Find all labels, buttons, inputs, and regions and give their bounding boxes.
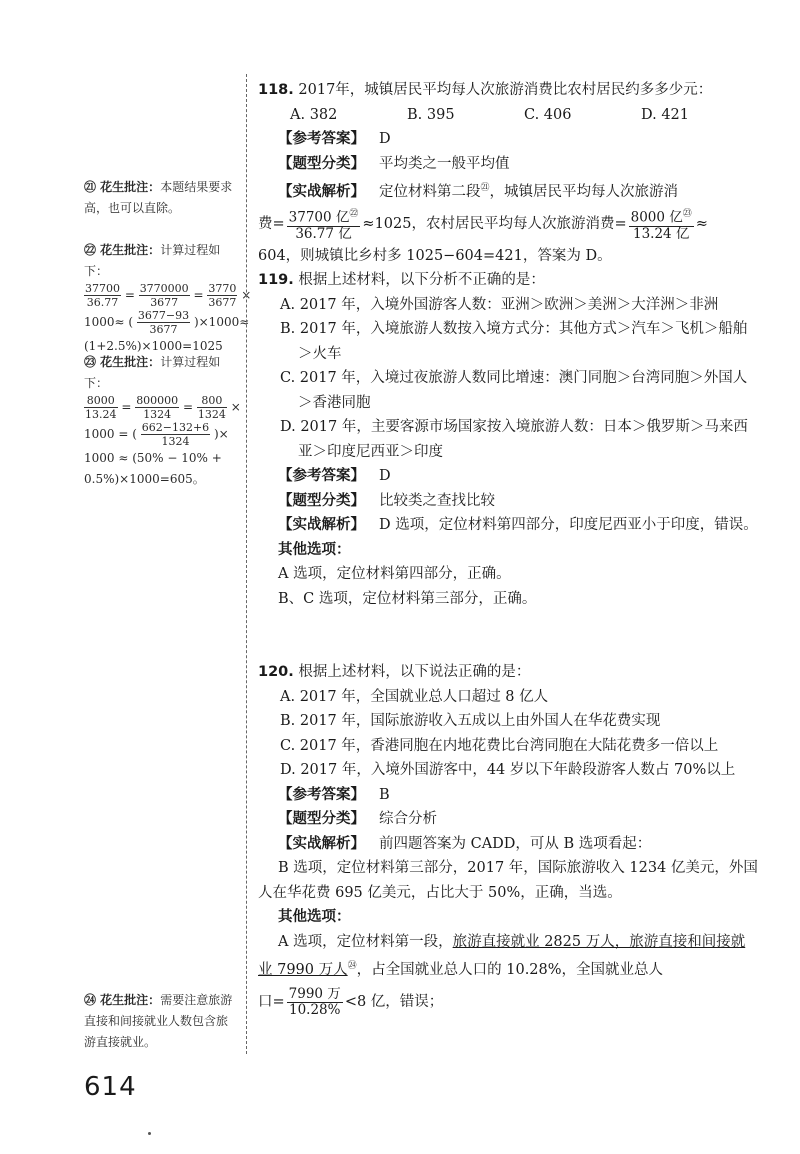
analysis-formula-line: 费= $\frac{37700 亿^㉒}{\text{36.77 亿}}$ ≈1025，农村居民平均每人次旅游消费= $\frac{8000 亿^㉓}{\text{13.24 亿}}$ ≈ [258,209,708,242]
side-note-text: 计算过程如下： [84,355,221,390]
fraction: $\frac{8000}{13.24}$ [85,394,117,421]
fraction: $\frac{37700}{36.77}$ [85,282,120,309]
fraction: $\frac{800}{1324}$ [197,394,226,421]
analysis-row: 【实战解析】 D 选项，定位材料第四部分，印度尼西亚小于印度，错误。 [278,517,758,533]
type-value: 综合分析 [379,811,437,827]
options-row [258,103,758,128]
option-c: C. 2017 年，入境过夜旅游人数同比增速：澳门同胞＞台湾同胞＞外国人＞香港同胞 [280,370,748,411]
question-number: 120. [258,664,294,680]
calc-line-3: (1+2.5%)×1000=1025 [84,339,223,353]
calc-line-3: 1000 ≈ (50% − 10% + [84,451,222,465]
calc-line-1: $\frac{37700}{36.77}$ = $\frac{3770000}{3677}$ = $\frac{3770}{3677}$ × [85,282,252,309]
side-note-22 [84,240,252,357]
type-value: 平均类之一般平均值 [379,155,510,172]
note-ref: ㉑ [480,183,490,193]
question-stem: 119. 根据上述材料，以下分析不正确的是： [258,272,545,288]
fraction: $\frac{3677-93}{3677}$ [137,309,190,336]
side-note-text: 本题结果要求高，也可以直除。 [84,180,233,215]
side-note-23 [84,352,241,490]
note-ref: ㉔ [347,961,357,971]
fraction: $\frac{8000 亿^㉓}{\text{13.24 亿}}$ [630,209,692,242]
option-a: A. 2017 年，全国就业总人口超过 8 亿人 [280,688,549,705]
calc-line-4: 0.5%)×1000=605。 [84,472,205,486]
question-stem: 118. 2017年，城镇居民平均每人次旅游消费比农村居民约多多少元： [258,82,713,98]
analysis-row: 【实战解析】 前四题答案为 CADD，可从 B 选项看起： [278,835,652,852]
answer-row: 【参考答案】 D [278,131,391,147]
side-note-21 [84,177,234,219]
fraction: $\frac{3770000}{3677}$ [139,282,189,309]
option-a: A. 382 [290,106,338,123]
calc-line-2: 1000 = ( $\frac{662-132+6}{1324}$ )× [84,421,229,448]
option-b: B. 2017 年，入境旅游人数按入境方式分：其他方式＞汽车＞飞机＞船舶＞火车 [280,321,748,362]
other-options-heading: 其他选项： [278,909,351,925]
question-120 [258,660,758,1022]
answer-value: D [379,131,391,147]
question-number: 118. [258,82,294,98]
option-c: C. 2017 年，香港同胞在内地花费比台湾同胞在大陆花费多一倍以上 [280,737,719,754]
answer-value: B [379,786,390,803]
option-a-formula: 口= $\frac{\text{7990 万}}{10.28\%}$ <8 亿，错误； [258,985,444,1018]
calc-line-1: $\frac{8000}{13.24}$ = $\frac{800000}{1324}$ = $\frac{800}{1324}$ × [85,394,241,421]
side-note-text: 计算过程如下： [84,243,221,278]
other-options-heading: 其他选项： [278,541,351,558]
option-b-analysis: B 选项，定位材料第三部分，2017 年，国际旅游收入 1234 亿美元，外国人在华花费 695 亿美元，占比大于 50%，正确，当选。 [258,860,758,901]
option-c: C. 406 [524,106,572,123]
fraction: $\frac{3770}{3677}$ [208,282,237,309]
side-note-24 [84,990,234,1053]
option-d: D. 2017 年，入境外国游客中，44 岁以下年龄段游客人数占 70%以上 [280,762,736,778]
scan-speck [148,1132,151,1135]
option-a-analysis: A 选项，定位材料第一段，旅游直接就业 2825 万人，旅游直接和间接就业 7990 万人$^㉔$，占全国就业总人口的 10.28%，全国就业总人 [258,933,746,978]
type-row: 【题型分类】 比较类之查找比较 [278,492,495,509]
option-d: D. 2017 年，主要客源市场国家按入境旅游人数：日本＞俄罗斯＞马来西亚＞印度尼西亚＞印度 [280,419,748,460]
answer-row: 【参考答案】 D [278,468,391,484]
fraction: $\frac{800000}{1324}$ [136,394,179,421]
type-value: 比较类之查找比较 [379,492,495,509]
analysis-row: 【实战解析】 定位材料第二段$^㉑$，城镇居民平均每人次旅游消 [278,183,679,200]
other-option-line: A 选项，定位材料第四部分，正确。 [278,566,511,582]
margin-divider [246,74,247,1054]
fraction: $\frac{\text{7990 万}}{10.28\%}$ [288,985,341,1018]
page-number: 614 [84,1072,137,1102]
question-119 [258,268,758,611]
side-note-text: 需要注意旅游直接和间接就业人数包含旅游直接就业。 [84,993,233,1049]
side-note-tag: ㉔ 花生批注： [84,993,161,1007]
analysis-conclusion: 604，则城镇比乡村多 1025−604=421，答案为 D。 [258,248,612,265]
option-a: A. 2017 年，入境外国游客人数：亚洲＞欧洲＞美洲＞大洋洲＞非洲 [280,296,719,313]
side-note-tag: ㉑ 花生批注： [84,180,161,194]
side-note-tag: ㉓ 花生批注： [84,355,161,369]
fraction: $\frac{662-132+6}{1324}$ [141,421,210,448]
answer-value: D [379,468,391,484]
fraction: $\frac{37700 亿^㉒}{\text{36.77 亿}}$ [288,209,359,242]
option-b: B. 395 [407,106,455,123]
calc-line-2: 1000≈ ( $\frac{3677-93}{3677}$ )×1000≈ [84,309,250,336]
other-option-line: B、C 选项，定位材料第三部分，正确。 [278,590,537,607]
option-d: D. 421 [641,106,690,123]
question-stem: 120. 根据上述材料，以下说法正确的是： [258,664,531,680]
type-row: 【题型分类】 平均类之一般平均值 [278,155,510,172]
question-number: 119. [258,272,294,288]
question-118 [258,78,758,269]
answer-row: 【参考答案】 B [278,786,390,803]
side-note-tag: ㉒ 花生批注： [84,243,161,257]
option-b: B. 2017 年，国际旅游收入五成以上由外国人在华花费实现 [280,713,661,729]
type-row: 【题型分类】 综合分析 [278,811,437,827]
